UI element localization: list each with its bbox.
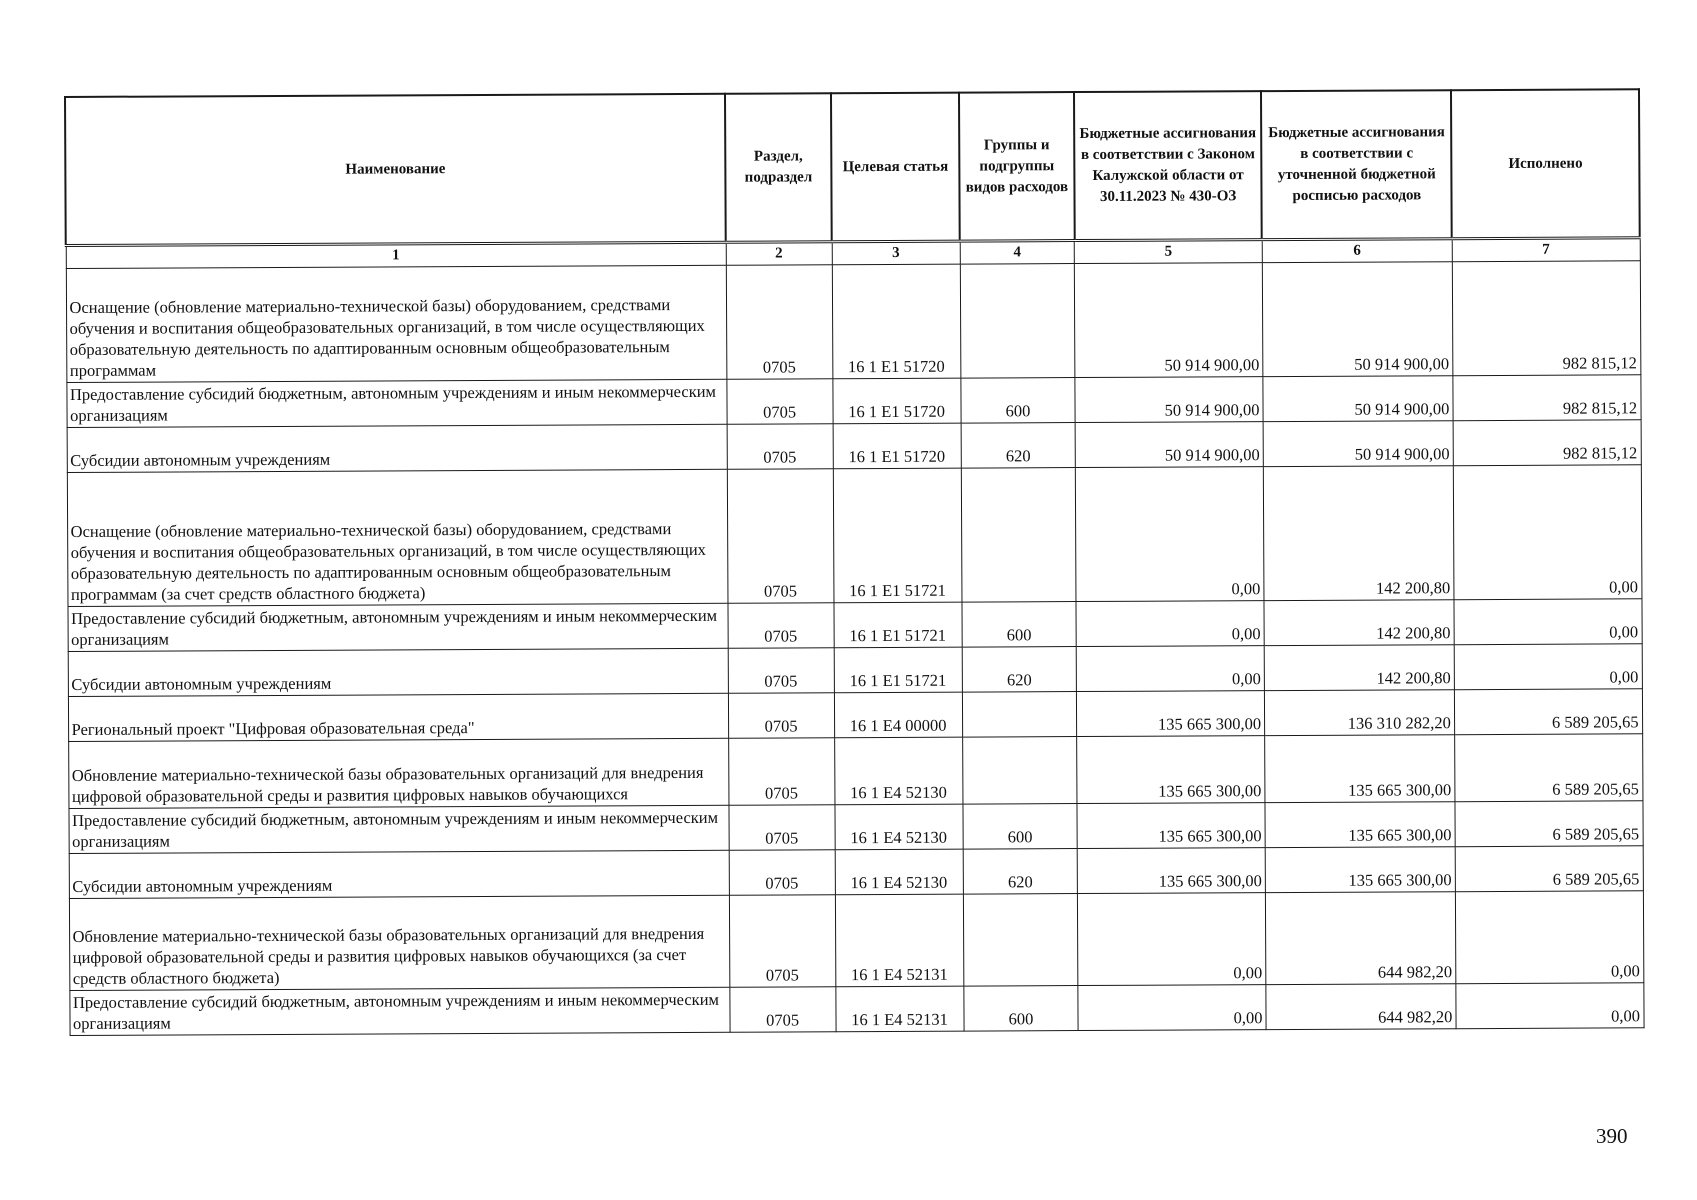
row-section: 0705 (726, 379, 832, 425)
row-expense-group (963, 894, 1078, 987)
row-name: Предоставление субсидий бюджетным, автономным учреждениям и иным некоммерческим организациям (69, 987, 729, 1035)
row-target-article: 16 1 E1 51720 (833, 423, 961, 469)
column-number: 6 (1262, 239, 1452, 263)
row-name: Обновление материально-технической базы образовательных организаций для внедрения цифровой образовательной среды и развития цифровых навыков обучающихся (за счет средств областного бюджета) (69, 895, 730, 990)
row-law-amount: 0,00 (1076, 601, 1264, 647)
row-refined-amount: 135 665 300,00 (1265, 847, 1455, 893)
column-number: 3 (832, 241, 960, 265)
row-refined-amount: 142 200,80 (1264, 645, 1454, 691)
row-expense-group: 600 (963, 986, 1078, 1032)
row-expense-group (960, 264, 1075, 379)
header-executed: Исполнено (1451, 89, 1639, 238)
header-refined-appropriations: Бюджетные ассигнования в соответствии с уточненной бюджетной росписью расходов (1261, 90, 1452, 239)
row-executed-amount: 982 815,12 (1452, 261, 1640, 376)
row-law-amount: 135 665 300,00 (1077, 736, 1265, 804)
row-expense-group: 620 (961, 423, 1076, 469)
row-section: 0705 (728, 738, 834, 806)
row-target-article: 16 1 E1 51721 (833, 468, 962, 603)
row-name: Предоставление субсидий бюджетным, автономным учреждениям и иным некоммерческим организациям (68, 805, 728, 853)
table-row (67, 465, 1642, 607)
row-refined-amount: 50 914 900,00 (1262, 262, 1452, 377)
row-refined-amount: 135 665 300,00 (1265, 802, 1455, 848)
row-section: 0705 (728, 603, 834, 649)
row-refined-amount: 644 982,20 (1266, 984, 1456, 1030)
row-executed-amount: 6 589 205,65 (1454, 689, 1642, 735)
row-section: 0705 (726, 265, 833, 380)
row-refined-amount: 135 665 300,00 (1265, 735, 1455, 803)
row-target-article: 16 1 E4 52130 (834, 737, 962, 805)
row-executed-amount: 0,00 (1454, 644, 1642, 690)
row-executed-amount: 6 589 205,65 (1455, 846, 1643, 892)
column-number: 7 (1452, 238, 1640, 262)
row-executed-amount: 982 815,12 (1453, 420, 1641, 466)
row-expense-group (962, 737, 1077, 805)
column-number: 1 (66, 242, 726, 268)
row-law-amount: 50 914 900,00 (1075, 377, 1263, 423)
header-section: Раздел, подраздел (725, 93, 832, 242)
table-row (68, 689, 1642, 742)
row-name: Субсидии автономным учреждениям (67, 424, 727, 472)
budget-sheet (64, 88, 1645, 1036)
page-number: 390 (1596, 1124, 1628, 1148)
row-refined-amount: 142 200,80 (1263, 466, 1453, 601)
row-expense-group: 620 (962, 647, 1077, 693)
row-executed-amount: 0,00 (1455, 891, 1643, 984)
row-name: Оснащение (обновление материально-технической базы) оборудованием, средствами обучения и воспитания общеобразовательных организаций, в том числе осуществляющих образовательную деятельность по адаптированным основным общеобразовательным программам (за счет средств областного бюджета) (67, 469, 728, 606)
row-target-article: 16 1 E1 51720 (832, 264, 961, 379)
row-expense-group (962, 692, 1077, 738)
row-refined-amount: 136 310 282,20 (1264, 690, 1454, 736)
row-expense-group: 600 (963, 804, 1078, 850)
row-law-amount: 0,00 (1078, 893, 1266, 986)
row-executed-amount: 982 815,12 (1453, 375, 1641, 421)
row-refined-amount: 50 914 900,00 (1263, 376, 1453, 422)
row-executed-amount: 0,00 (1453, 465, 1641, 600)
row-target-article: 16 1 E4 52131 (835, 894, 963, 987)
row-executed-amount: 6 589 205,65 (1455, 801, 1643, 847)
row-executed-amount: 6 589 205,65 (1454, 734, 1642, 802)
row-section: 0705 (729, 805, 835, 851)
row-target-article: 16 1 E4 52131 (835, 986, 963, 1032)
row-target-article: 16 1 E4 52130 (834, 804, 962, 850)
table-row (69, 846, 1643, 899)
row-expense-group: 600 (962, 602, 1077, 648)
row-section: 0705 (729, 850, 835, 896)
row-refined-amount: 142 200,80 (1264, 600, 1454, 646)
column-number: 2 (726, 242, 832, 266)
row-target-article: 16 1 E1 51721 (834, 602, 962, 648)
row-section: 0705 (729, 987, 835, 1033)
table-row (66, 375, 1640, 428)
table-row (66, 261, 1641, 383)
row-expense-group (961, 468, 1076, 603)
row-executed-amount: 0,00 (1456, 983, 1644, 1029)
column-number: 5 (1075, 240, 1263, 264)
table-row (67, 420, 1641, 473)
row-name: Региональный проект "Цифровая образовательная среда" (68, 693, 728, 741)
budget-table (64, 88, 1645, 1036)
row-section: 0705 (727, 424, 833, 470)
row-law-amount: 135 665 300,00 (1078, 848, 1266, 894)
row-law-amount: 0,00 (1077, 646, 1265, 692)
row-refined-amount: 50 914 900,00 (1263, 421, 1453, 467)
table-row (68, 801, 1642, 854)
header-expense-group: Группы и подгруппы видов расходов (959, 92, 1075, 241)
row-name: Обновление материально-технической базы образовательных организаций для внедрения цифровой образовательной среды и развития цифровых навыков обучающихся (68, 738, 728, 808)
row-name: Предоставление субсидий бюджетным, автономным учреждениям и иным некоммерческим организациям (67, 603, 727, 651)
row-refined-amount: 644 982,20 (1265, 892, 1455, 985)
row-law-amount: 50 914 900,00 (1075, 263, 1263, 378)
row-law-amount: 135 665 300,00 (1077, 691, 1265, 737)
table-row (69, 891, 1643, 991)
row-expense-group: 620 (963, 849, 1078, 895)
row-law-amount: 135 665 300,00 (1077, 803, 1265, 849)
row-expense-group: 600 (960, 378, 1075, 424)
header-target-article: Целевая статья (831, 93, 960, 242)
row-target-article: 16 1 E1 51721 (834, 647, 962, 693)
row-executed-amount: 0,00 (1454, 599, 1642, 645)
column-number: 4 (960, 241, 1075, 265)
header-law-appropriations: Бюджетные ассигнования в соответствии с Законом Калужской области от 30.11.2023 № 430-ОЗ (1074, 91, 1262, 240)
row-target-article: 16 1 E4 00000 (834, 692, 962, 738)
header-name: Наименование (65, 94, 726, 246)
header-row (65, 89, 1640, 245)
table-row (67, 599, 1641, 652)
row-law-amount: 50 914 900,00 (1075, 422, 1263, 468)
row-law-amount: 0,00 (1076, 467, 1264, 602)
row-section: 0705 (728, 648, 834, 694)
row-target-article: 16 1 E1 51720 (832, 378, 960, 424)
row-section: 0705 (727, 469, 834, 604)
table-row (69, 983, 1643, 1036)
row-law-amount: 0,00 (1078, 985, 1266, 1031)
row-name: Предоставление субсидий бюджетным, автономным учреждениям и иным некоммерческим организациям (66, 379, 726, 427)
row-name: Оснащение (обновление материально-технической базы) оборудованием, средствами обучения и воспитания общеобразовательных организаций, в том числе осуществляющих образовательную деятельность по адаптированным основным общеобразовательным программам (66, 265, 727, 382)
table-row (68, 644, 1642, 697)
row-section: 0705 (728, 693, 834, 739)
row-name: Субсидии автономным учреждениям (69, 850, 729, 898)
row-target-article: 16 1 E4 52130 (835, 849, 963, 895)
row-name: Субсидии автономным учреждениям (68, 648, 728, 696)
row-section: 0705 (729, 895, 835, 988)
table-row (68, 734, 1642, 809)
